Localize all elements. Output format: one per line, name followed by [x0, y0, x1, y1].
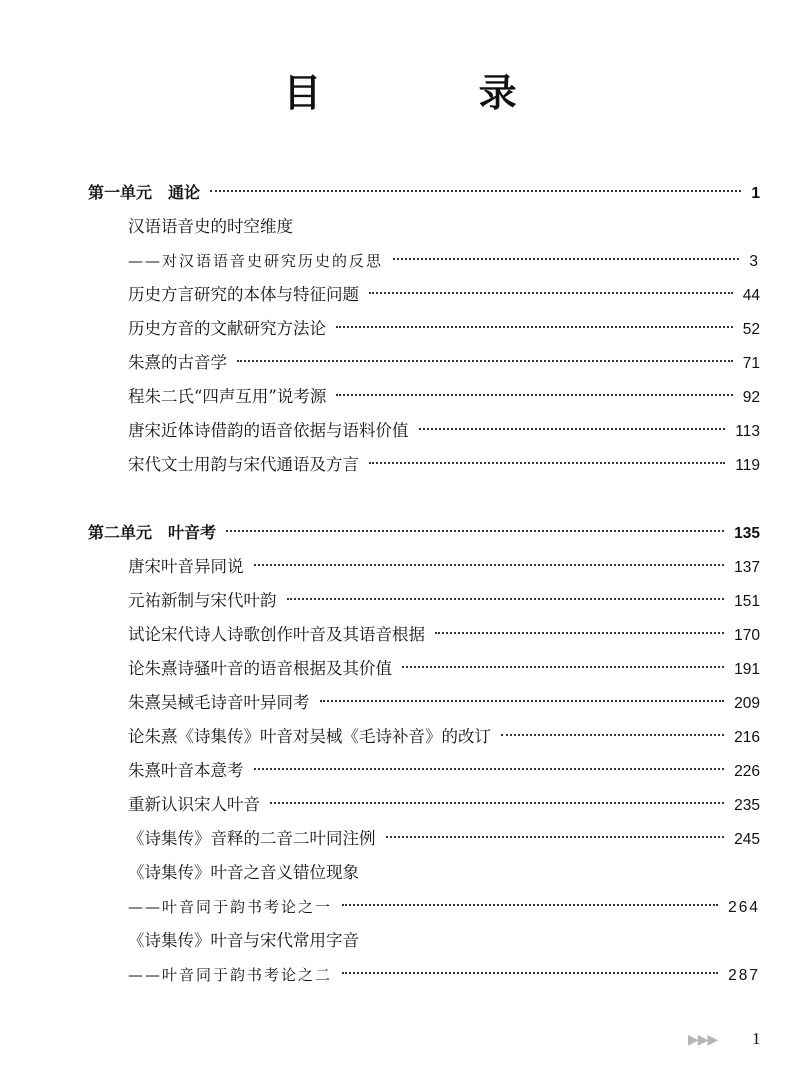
toc-entry[interactable] [128, 654, 760, 684]
entry-title: 重新认识宋人叶音 [128, 795, 260, 814]
leader-dots [320, 700, 725, 702]
toc-entry[interactable] [128, 552, 760, 582]
toc-entry[interactable] [128, 586, 760, 616]
page-number: 216 [734, 729, 760, 746]
toc-entry[interactable] [128, 416, 760, 446]
page-number: 287 [728, 967, 760, 984]
page-number: 151 [734, 593, 760, 610]
entry-title: 朱熹叶音本意考 [128, 761, 244, 780]
page-number: 71 [742, 355, 760, 372]
toc-entry-title[interactable]: 汉语语音史的时空维度 [128, 217, 293, 236]
leader-dots [369, 462, 725, 464]
toc-entry[interactable] [128, 348, 760, 378]
entry-title: 朱熹吴棫毛诗音叶异同考 [128, 693, 310, 712]
toc-entry[interactable] [128, 722, 760, 752]
subtitle-text: ——叶音同于韵书考论之一 [128, 898, 333, 916]
page-number: 113 [735, 423, 760, 440]
page-number: 44 [742, 287, 760, 304]
toc-entry[interactable] [128, 450, 760, 480]
unit-heading[interactable] [88, 518, 760, 548]
subtitle-text: ——叶音同于韵书考论之二 [128, 966, 333, 984]
unit-name: 叶音考 [168, 523, 217, 542]
entry-title: 唐宋近体诗借韵的语音依据与语料价值 [128, 421, 409, 440]
page-number: 135 [734, 525, 760, 542]
entry-title: 试论宋代诗人诗歌创作叶音及其语音根据 [128, 625, 425, 644]
footer-page-number: 1 [752, 1029, 761, 1048]
leader-dots [393, 258, 739, 260]
entry-title: 历史方言研究的本体与特征问题 [128, 285, 359, 304]
toc-entry-subtitle[interactable] [128, 246, 760, 276]
entry-title: 宋代文士用韵与宋代通语及方言 [128, 455, 359, 474]
toc-entry[interactable] [128, 756, 760, 786]
page-number: 52 [742, 321, 760, 338]
page-number: 119 [735, 457, 760, 474]
leader-dots [336, 394, 732, 396]
leader-dots [226, 530, 724, 532]
entry-title: 朱熹的古音学 [128, 353, 227, 372]
leader-dots [270, 802, 724, 804]
entry-title: 唐宋叶音异同说 [128, 557, 244, 576]
toc-entry-subtitle[interactable] [128, 960, 760, 990]
toc-entry[interactable] [128, 314, 760, 344]
leader-dots [342, 972, 718, 974]
toc-entry-title[interactable]: 《诗集传》叶音与宋代常用字音 [128, 931, 359, 950]
leader-dots [254, 768, 725, 770]
entry-title: 程朱二氏“四声互用”说考源 [128, 387, 327, 406]
page-number: 226 [734, 763, 760, 780]
unit-name: 通论 [168, 183, 201, 202]
leader-dots [402, 666, 724, 668]
entry-title: 论朱熹《诗集传》叶音对吴棫《毛诗补音》的改订 [128, 727, 491, 746]
leader-dots [237, 360, 733, 362]
page-number: 235 [734, 797, 760, 814]
toc-entry[interactable] [128, 790, 760, 820]
toc-entry[interactable] [128, 688, 760, 718]
entry-title: 历史方音的文献研究方法论 [128, 319, 326, 338]
page-number: 137 [734, 559, 760, 576]
page-number: 1 [751, 185, 760, 202]
footer-arrows-icon: ▶▶▶ [688, 1032, 718, 1048]
entry-title: 元祐新制与宋代叶韵 [128, 591, 277, 610]
entry-title: 论朱熹诗骚叶音的语音根据及其价值 [128, 659, 392, 678]
toc-entry[interactable] [128, 280, 760, 310]
leader-dots [287, 598, 725, 600]
toc-entry-title[interactable]: 《诗集传》叶音之音义错位现象 [128, 863, 359, 882]
page-number: 191 [734, 661, 760, 678]
leader-dots [419, 428, 726, 430]
leader-dots [435, 632, 724, 634]
page-number: 264 [728, 899, 760, 916]
page-number: 92 [742, 389, 760, 406]
page-number: 209 [734, 695, 760, 712]
leader-dots [336, 326, 733, 328]
leader-dots [386, 836, 725, 838]
unit-label: 第一单元 [88, 183, 153, 202]
unit-heading[interactable] [88, 178, 760, 208]
page-number: 3 [749, 253, 760, 270]
leader-dots [342, 904, 718, 906]
toc-entry-subtitle[interactable] [128, 892, 760, 922]
page-number: 245 [734, 831, 760, 848]
page-number: 170 [734, 627, 760, 644]
leader-dots [369, 292, 733, 294]
unit-label: 第二单元 [88, 523, 153, 542]
subtitle-text: ——对汉语语音史研究历史的反思 [128, 252, 384, 270]
toc-entry[interactable] [128, 620, 760, 650]
leader-dots [501, 734, 724, 736]
toc-entry[interactable] [128, 824, 760, 854]
leader-dots [210, 190, 741, 192]
page-title: 目 录 [283, 70, 589, 115]
toc-entry[interactable] [128, 382, 760, 412]
leader-dots [254, 564, 725, 566]
entry-title: 《诗集传》音释的二音二叶同注例 [128, 829, 376, 848]
